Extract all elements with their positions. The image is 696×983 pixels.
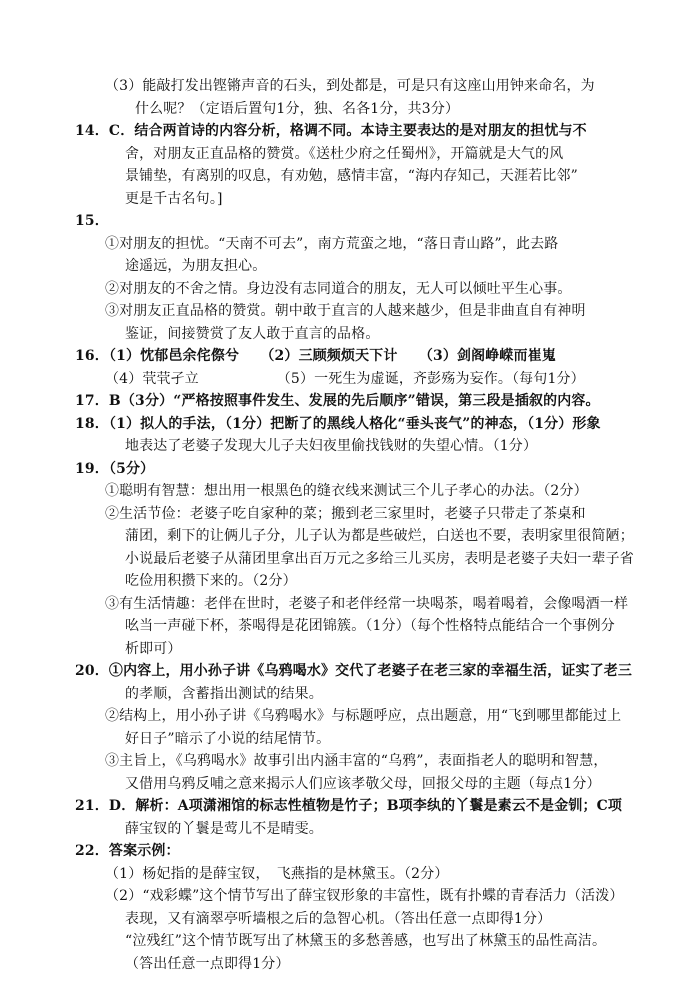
text-line: ②对朋友的不舍之情。身边没有志同道合的朋友，无人可以倾吐平生心事。 [105,280,572,297]
text-line: ②结构上，用小孙子讲《乌鸦喝水》与标题呼应，点出题意，用“飞到哪里都能过上 [105,708,622,724]
answer-19-line: 19．（5分） [75,460,155,477]
answer-14-line: 14．C．结合两首诗的内容分析，格调不同。本诗主要表达的是对朋友的担忧与不 [75,123,587,139]
text-line: 吆当一声碰下杯，茶喝得是花团锦簇。（1分）（每个性格特点能结合一个事例分 [125,618,615,634]
text-line: 的孝顺，含蓄指出测试的结果。 [125,685,323,702]
answer-21-line: 21．D．解析：A项潇湘馆的标志性植物是竹子；B项李纨的丫鬟是素云不是金钏；C项 [75,798,623,814]
text-line: 小说最后老婆子从蒲团里拿出百万元之多给三儿买房，表明是老婆子夫妇一辈子省 [125,550,634,567]
text-line: （3）能敲打发出铿锵声音的石头，到处都是，可是只有这座山用钟来命名，为 [105,78,595,94]
text-line: 好日子”暗示了小说的结尾情节。 [125,730,331,747]
answer-15-number: 15． [75,213,109,229]
text-line: （答出任意一点即得1分） [125,955,290,972]
text-line: 析即可） [125,640,182,657]
text-line: ③有生活情趣：老伴在世时，老婆子和老伴经常一块喝茶，喝着喝着，会像喝酒一样 [105,595,629,612]
answer-22-line: 22．答案示例： [75,843,180,859]
text-line: 蒲团，剩下的让俩儿子分，儿子认为都是些破烂，白送也不要，表明家里很简陋； [125,528,634,544]
text-line: “泣残红”这个情节既写出了林黛玉的多愁善感，也写出了林黛玉的品性高洁。 [125,933,607,949]
answer-17-line: 17．B（3分）“严格按照事件发生、发展的先后顺序”错误，第三段是插叙的内容。 [75,393,600,409]
text-line: （1）杨妃指的是薛宝钗， 飞燕指的是林黛玉。（2分） [105,865,449,882]
text-line: 途遥远，为朋友担心。 [125,258,267,274]
text-line: ①聪明有智慧：想出用一根黑色的缝衣线来测试三个儿子孝心的办法。（2分） [105,483,588,499]
text-line: 什么呢？（定语后置句1分，独、名各1分，共3分） [135,100,460,117]
text-line: ③对朋友正直品格的赞赏。朝中敢于直言的人越来越少，但是非曲直自有神明 [105,303,586,319]
text-line: ②生活节俭：老婆子吃自家种的菜；搬到老三家里时，老婆子只带走了茶桌和 [105,505,586,522]
text-line: 地表达了老婆子发现大儿子夫妇夜里偷找钱财的失望心情。（1分） [125,438,538,454]
text-line: 表现，又有滴翠亭听墙根之后的急智心机。（答出任意一点即得1分） [125,910,552,927]
text-line: 薛宝钗的丫鬟是莺儿不是晴雯。 [125,820,323,837]
text-line: 舍，对朋友正直品格的赞赏。《送杜少府之任蜀州》，开篇就是大气的风 [125,145,564,162]
text-line: （2）“戏彩蝶”这个情节写出了薛宝钗形象的丰富性，既有扑蝶的青春活力（活泼） [105,888,624,904]
text-line: ③主旨上，《乌鸦喝水》故事引出内涵丰富的“乌鸦”，表面指老人的聪明和智慧， [105,753,608,769]
text-line: 更是千古名句。] [125,190,223,207]
answer-20-line: 20．①内容上，用小孙子讲《乌鸦喝水》交代了老婆子在老三家的幸福生活，证实了老三 [75,663,633,679]
text-line: 景铺垫，有离别的叹息，有劝勉，感情丰富，“海内存知己，天涯若比邻” [125,168,578,184]
text-line: 又借用乌鸦反哺之意来揭示人们应该孝敬父母，回报父母的主题（每点1分） [125,775,601,792]
text-line: （4）茕茕孑立 （5）一死生为虚诞，齐彭殇为妄作。（每句1分） [105,370,585,387]
text-line: 吃俭用积攒下来的。（2分） [125,573,297,589]
answer-18-line: 18．（1）拟人的手法，（1分）把断了的黑线人格化“垂头丧气”的神态，（1分）形象 [75,415,601,432]
text-line: 鉴证，间接赞赏了友人敢于直言的品格。 [125,325,380,342]
answer-16-line: 16．（1）忱郁邑余侘傺兮 （2）三顾频烦天下计 （3）剑阁峥嵘而崔嵬 [75,348,556,364]
text-line: ①对朋友的担忧。“天南不可去”，南方荒蛮之地，“落日青山路”，此去路 [105,235,559,252]
